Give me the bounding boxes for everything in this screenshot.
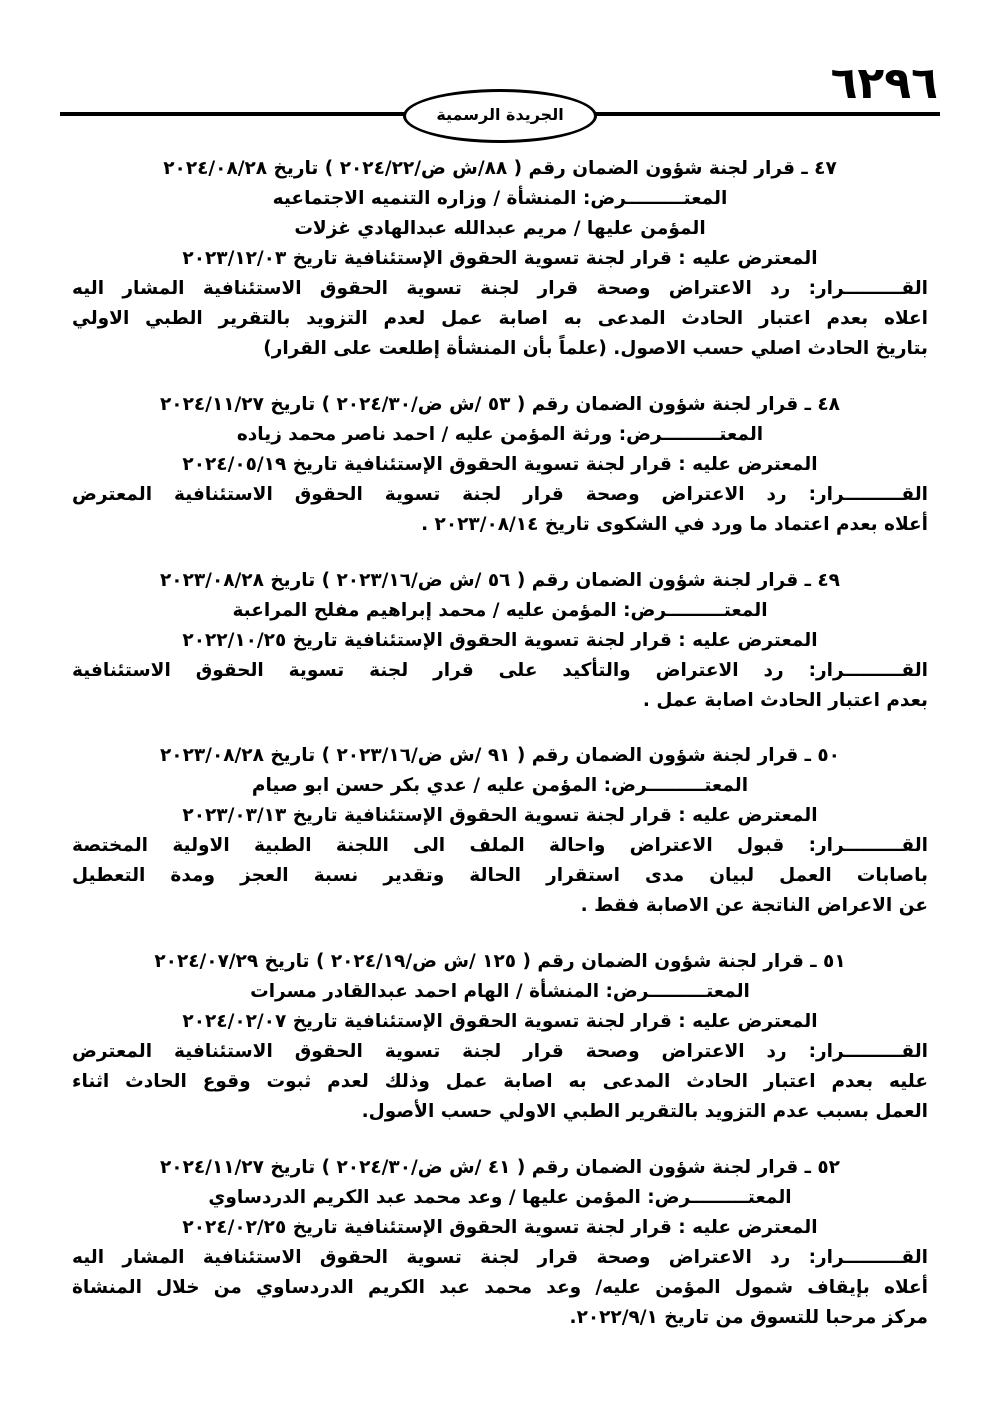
decision-line: المعتـــــــــرض: ورثة المؤمن عليه / احمد ناصر محمد زياده (236, 423, 764, 445)
decision-line: أعلاه بإيقاف شمول المؤمن عليه/ وعد محمد عبد الكريم الدردساوي من خلال المنشاة (72, 1276, 928, 1298)
decision-entry (72, 390, 928, 540)
decision-line: القـــــــــرار: قبول الاعتراض واحالة الملف الى اللجنة الطبية الاولية المختصة (72, 835, 928, 857)
decision-title: ٤٩ ـ قرار لجنة شؤون الضمان رقم ( ٥٦ /ش ض/٢٠٢٣/١٦ ) تاريخ ٢٠٢٣/٠٨/٢٨ (160, 569, 840, 591)
gazette-title: الجريدة الرسمية (436, 105, 564, 124)
decision-line: بعدم اعتبار الحادث اصابة عمل . (642, 689, 928, 711)
decision-entry (72, 741, 928, 921)
decision-line: عن الاعراض الناتجة عن الاصابة فقط . (580, 895, 928, 917)
decision-line: المعتـــــــــرض: المؤمن عليه / محمد إبراهيم مفلح المراعبة (232, 599, 768, 621)
decision-line: المعترض عليه : قرار لجنة تسوية الحقوق الإستئنافية تاريخ ٢٠٢٢/١٠/٢٥ (182, 629, 818, 651)
decision-title: ٥٠ ـ قرار لجنة شؤون الضمان رقم ( ٩١ /ش ض/٢٠٢٣/١٦ ) تاريخ ٢٠٢٣/٠٨/٢٨ (160, 745, 840, 767)
decision-line: بتاريخ الحادث اصلي حسب الاصول. (علماً بأن المنشأة إطلعت على القرار) (263, 337, 928, 359)
decision-line: القـــــــــرار: رد الاعتراض والتأكيد على قرار لجنة تسوية الحقوق الاستئنافية (72, 659, 928, 681)
decision-line: المعتـــــــــرض: المؤمن عليه / عدي بكر حسن ابو صيام (251, 775, 749, 797)
document-body (0, 120, 1000, 1333)
decision-line: المعترض عليه : قرار لجنة تسوية الحقوق الإستئنافية تاريخ ٢٠٢٣/١٢/٠٣ (182, 247, 818, 269)
decision-line: القـــــــــرار: رد الاعتراض وصحة قرار لجنة تسوية الحقوق الاستئنافية المعترض (72, 1041, 928, 1063)
decision-line: اعلاه بعدم اعتبار الحادث المدعى به اصابة عمل لعدم التزويد بالتقرير الطبي الاولي (72, 307, 928, 329)
decision-title: ٤٧ ـ قرار لجنة شؤون الضمان رقم ( ٨٨/ش ض/٢٠٢٤/٢٢ ) تاريخ ٢٠٢٤/٠٨/٢٨ (163, 158, 837, 179)
decision-line: المعترض عليه : قرار لجنة تسوية الحقوق الإستئنافية تاريخ ٢٠٢٤/٠٥/١٩ (182, 453, 818, 475)
decision-line: المعتـــــــــرض: المنشأة / الهام احمد عبدالقادر مسرات (250, 981, 750, 1003)
decision-line: باصابات العمل لبيان مدى استقرار الحالة وتقدير نسبة العجز ومدة التعطيل (72, 865, 928, 887)
gazette-title-badge (403, 89, 597, 143)
decision-line: المؤمن عليها / مريم عبدالله عبدالهادي غزلات (294, 217, 706, 239)
decision-entry (72, 947, 928, 1127)
decision-entry (72, 566, 928, 716)
decision-title: ٥١ ـ قرار لجنة شؤون الضمان رقم ( ١٢٥ /ش ض/٢٠٢٤/١٩ ) تاريخ ٢٠٢٤/٠٧/٢٩ (154, 951, 846, 973)
decision-line: المعتـــــــــرض: المنشأة / وزاره التنميه الاجتماعيه (272, 187, 728, 209)
decision-entry (72, 154, 928, 364)
decision-title: ٤٨ ـ قرار لجنة شؤون الضمان رقم ( ٥٣ /ش ض/٢٠٢٤/٣٠ ) تاريخ ٢٠٢٤/١١/٢٧ (160, 393, 840, 415)
decision-line: عليه بعدم اعتبار الحادث المدعى به اصابة عمل وذلك لعدم ثبوت وقوع الحادث اثناء (72, 1071, 928, 1093)
decision-line: العمل بسبب عدم التزويد بالتقرير الطبي الاولي حسب الأصول. (361, 1101, 928, 1123)
decision-line: مركز مرحبا للتسوق من تاريخ ٢٠٢٢/٩/١. (569, 1306, 928, 1328)
decision-line: المعترض عليه : قرار لجنة تسوية الحقوق الإستئنافية تاريخ ٢٠٢٤/٠٢/٢٥ (182, 1217, 818, 1239)
page-header (0, 0, 1000, 124)
decision-line: القـــــــــرار: رد الاعتراض وصحة قرار لجنة تسوية الحقوق الاستئنافية المعترض (72, 483, 928, 505)
decision-line: المعتـــــــــرض: المؤمن عليها / وعد محمد عبد الكريم الدردساوي (208, 1187, 792, 1209)
decision-title: ٥٢ ـ قرار لجنة شؤون الضمان رقم ( ٤١ /ش ض/٢٠٢٤/٣٠ ) تاريخ ٢٠٢٤/١١/٢٧ (160, 1157, 840, 1179)
decision-line: المعترض عليه : قرار لجنة تسوية الحقوق الإستئنافية تاريخ ٢٠٢٣/٠٣/١٣ (182, 805, 818, 827)
decision-line: القـــــــــرار: رد الاعتراض وصحة قرار لجنة تسوية الحقوق الاستئنافية المشار اليه (72, 1247, 928, 1268)
decision-line: القـــــــــرار: رد الاعتراض وصحة قرار لجنة تسوية الحقوق الاستئنافية المشار اليه (72, 277, 928, 299)
page-number: ٦٢٩٦ (830, 58, 938, 109)
decision-line: أعلاه بعدم اعتماد ما ورد في الشكوى تاريخ ٢٠٢٣/٠٨/١٤ . (421, 513, 928, 535)
decision-entry (72, 1153, 928, 1333)
decision-line: المعترض عليه : قرار لجنة تسوية الحقوق الإستئنافية تاريخ ٢٠٢٤/٠٢/٠٧ (182, 1011, 818, 1033)
